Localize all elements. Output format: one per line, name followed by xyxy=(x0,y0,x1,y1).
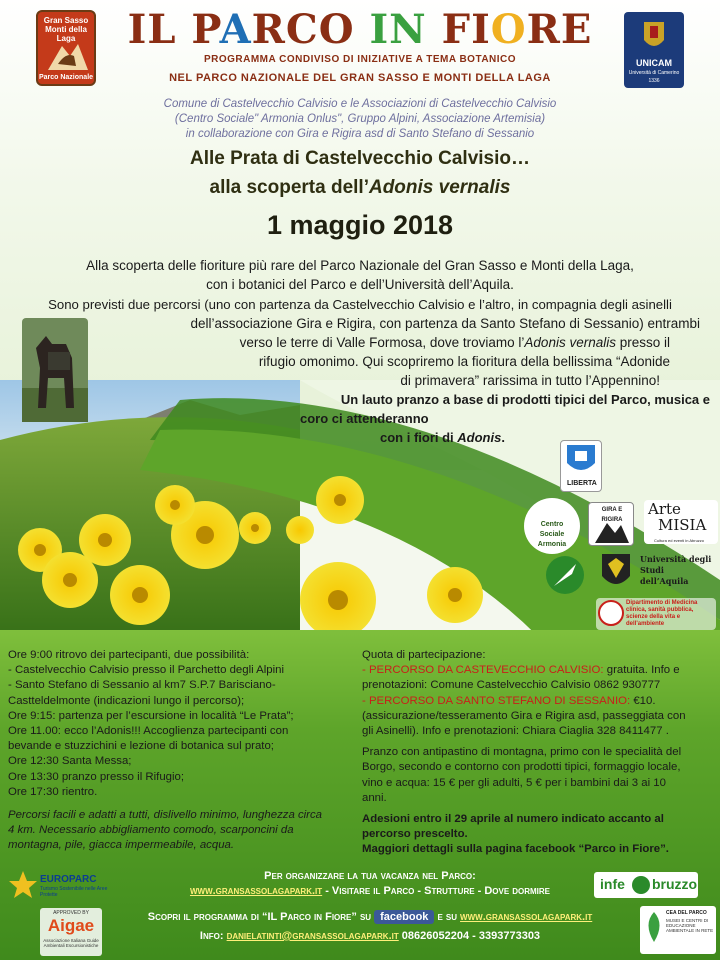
program-line: - Santo Stefano di Sessanio al km7 S.P.7 Barisciano- xyxy=(8,679,276,692)
park-logo-text-bottom: Parco Nazionale xyxy=(38,74,94,81)
park-website-link-2[interactable]: www.gransassolagapark.it xyxy=(460,911,593,923)
coat-of-arms-icon xyxy=(561,441,601,477)
intro-p2-line5: di primavera” rarissima in tutto l’Appennino! xyxy=(400,373,660,388)
aigae-logo xyxy=(40,908,102,956)
europarc-logo xyxy=(8,870,118,906)
lunch-line: anni. xyxy=(362,791,387,804)
program-line: Ore 13:30 pranzo presso il Rifugio; xyxy=(8,770,185,783)
email-link[interactable]: danielatinti@gransassolagapark.it xyxy=(226,930,399,942)
event-date: 1 maggio 2018 xyxy=(266,210,454,240)
crest-icon xyxy=(642,18,666,54)
univaq-label: Università degli Studi dell’Aquila xyxy=(640,554,712,586)
promoters-line1: Comune di Castelvecchio Calvisio e le Associazioni di Castelvecchio Calvisio xyxy=(163,98,557,110)
promoters-line3: in collaborazione con Gira e Rigira asd di Santo Stefano di Sessanio xyxy=(185,128,535,140)
quota-route2-info: (assicurazione/tesseramento Gira e Rigira asd, passeggiata con xyxy=(362,709,686,722)
lunch-line: Borgo, secondo e contorno con prodotti tipici, formaggio locale, xyxy=(362,761,681,774)
arte-misia-logo xyxy=(644,500,718,544)
intro-p2-line3: verso le terre di Valle Formosa, dove troviamo l’Adonis vernalis presso il xyxy=(239,335,670,350)
aigae-label: Aigae xyxy=(47,916,95,935)
intro-p2-line1: Sono previsti due percorsi (uno con partenza da Castelvecchio Calvisio e l’altro, in compagnia degli asinelli xyxy=(48,297,672,312)
park-logo xyxy=(36,10,96,86)
participation-fees xyxy=(362,648,714,858)
star-icon xyxy=(8,870,38,900)
cea-label: CEA DEL PARCO xyxy=(666,910,707,916)
misia-sub: Cultura ed eventi in Abruzzo xyxy=(654,538,705,543)
infeabruzzo-logo xyxy=(594,872,698,898)
arte-label: Arte xyxy=(648,500,681,518)
unicam-name: UNICAM xyxy=(636,58,672,68)
armonia-label: Centro Sociale Armonia xyxy=(537,521,567,548)
program-schedule xyxy=(8,648,358,854)
footer-visit: www.gransassolagapark.it - Visitare il Parco - Strutture - Dove dormire xyxy=(189,885,551,897)
eagle-icon xyxy=(598,550,634,592)
footer-info: Info: danielatinti@gransassolagapark.it 08626052204 - 3393773303 xyxy=(199,930,541,942)
mountain-icon xyxy=(595,517,629,543)
abruzzo-label: bruzzo xyxy=(652,876,698,892)
program-line: - Castelvecchio Calvisio presso il Parchetto degli Alpini xyxy=(8,664,285,677)
gira-rigira-logo xyxy=(588,502,634,546)
booking-line: Maggiori dettagli sulla pagina facebook “Parco in Fiore”. xyxy=(362,843,669,856)
at-sign-icon xyxy=(632,876,650,894)
page-title: IL PARCO IN FIORE xyxy=(127,6,593,53)
gira-rigira-label: GIRA E RIGIRA xyxy=(601,507,623,523)
liberta-label: LIBERTA xyxy=(567,480,597,487)
aigae-sub: Associazione Italiana Guide Ambientali Escursionistiche xyxy=(43,938,99,948)
facebook-logo[interactable]: facebook xyxy=(374,910,434,924)
program-line: bevande e stuzzichini e lezione di botanica sul prato; xyxy=(8,740,274,753)
quota-route2-info: gli Asinelli). Info e prenotazioni: Chiara Ciaglia 328 8411477 . xyxy=(362,725,669,738)
feather-icon xyxy=(546,556,584,594)
intro-p3-line1: Un lauto pranzo a base di prodotti tipici del Parco, musica e xyxy=(340,392,710,407)
program-subtitle: PROGRAMMA CONDIVISO DI INIZIATIVE A TEMA BOTANICO xyxy=(203,54,517,65)
quota-route1: - PERCORSO DA CASTEVECCHIO CALVISIO: gratuita. Info e xyxy=(362,664,680,677)
program-line: Castteldelmonte (indicazioni lungo il percorso); xyxy=(8,694,245,707)
program-line: Ore 17:30 rientro. xyxy=(8,785,98,798)
event-discovery: alla scoperta dell’Adonis vernalis xyxy=(209,177,511,198)
department-logo xyxy=(596,598,716,630)
footer-vacation: Per organizzare la tua vacanza nel Parco: xyxy=(264,870,476,882)
program-line: Ore 9:15: partenza per l’escursione in località “Le Prata”; xyxy=(8,709,294,722)
unicam-logo xyxy=(624,12,684,88)
quota-route1-info: prenotazioni: Comune Castelvecchio Calvisio 0862 930777 xyxy=(362,679,661,692)
lunch-line: vino e acqua: 15 € per gli adulti, 5 € per i bambini dai 3 ai 10 xyxy=(362,776,666,789)
booking-line: percorso prescelto. xyxy=(362,828,468,841)
aigae-approved: APPROVED BY xyxy=(53,910,89,916)
lunch-line: Pranzo con antipastino di montagna, primo con le specialità del xyxy=(362,746,682,759)
intro-p1-line2: con i botanici del Parco e dell’Università dell’Aquila. xyxy=(206,277,514,292)
univaq-logo xyxy=(598,550,714,596)
europarc-label: EUROPARC xyxy=(40,874,97,885)
cea-sub: MUSEI E CENTRI DI EDUCAZIONE AMBIENTALE IN RETE xyxy=(666,918,714,933)
quota-heading: Quota di partecipazione: xyxy=(362,649,486,661)
notes-line: Percorsi facili e adatti a tutti, dislivello minimo, lunghezza circa xyxy=(8,809,323,822)
cea-logo xyxy=(640,906,716,954)
program-line: Ore 11.00: ecco l’Adonis!!! Accoglienza partecipanti con xyxy=(8,725,289,738)
intro-p2-line4: rifugio omonimo. Qui scopriremo la fioritura della bellissima “Adonide xyxy=(258,354,670,369)
europarc-sub: Turismo Sostenibile nelle Aree Protette xyxy=(40,886,108,898)
misia-label: MISIA xyxy=(658,516,707,534)
infe-label: infe xyxy=(600,876,625,892)
program-line: Ore 9:00 ritrovo dei partecipanti, due possibilità: xyxy=(8,649,250,661)
promoters-line2: (Centro Sociale" Armonia Onlus", Gruppo Alpini, Associazione Artemisia) xyxy=(174,113,546,125)
intro-p3-line3: con i fiori di Adonis. xyxy=(380,430,505,445)
notes-line: montagna, pile, giacca impermeabile, acqua. xyxy=(8,839,235,852)
seal-icon xyxy=(598,600,624,626)
liberta-logo xyxy=(560,440,602,492)
footer-program: Scopri il programma di “IL Parco in Fiore” su facebook e su www.gransassolagapark.it xyxy=(147,911,593,923)
unicam-subname: Università di Camerino xyxy=(628,70,680,76)
park-website-link[interactable]: www.gransassolagapark.it xyxy=(189,885,323,897)
intro-p1-line1: Alla scoperta delle fioriture più rare del Parco Nazionale del Gran Sasso e Monti della Laga, xyxy=(86,258,634,273)
chamois-icon xyxy=(48,36,88,70)
park-logo-text-top: Gran Sasso Monti della Laga xyxy=(43,16,89,43)
event-place: Alle Prata di Castelvecchio Calvisio… xyxy=(189,148,531,169)
department-label: Dipartimento di Medicina clinica, sanità pubblica, scienze della vita e dell'ambiente xyxy=(626,600,698,627)
alpini-logo xyxy=(546,556,584,594)
unicam-year: 1336 xyxy=(648,78,660,84)
notes-line: 4 km. Necessario abbigliamento comodo, scarponcini da xyxy=(8,824,294,837)
intro-p3-line2: coro ci attenderanno xyxy=(300,411,429,426)
armonia-logo xyxy=(524,498,580,554)
intro-p2-line2: dell’associazione Gira e Rigira, con partenza da Santo Stefano di Sessanio) entrambi xyxy=(190,316,700,331)
quota-route2: - PERCORSO DA SANTO STEFANO DI SESSANIO: €10. xyxy=(362,694,656,707)
booking-line: Adesioni entro il 29 aprile al numero indicato accanto al xyxy=(362,813,664,826)
donkey-photo xyxy=(22,318,88,422)
park-subtitle: NEL PARCO NAZIONALE DEL GRAN SASSO E MONTI DELLA LAGA xyxy=(169,72,551,84)
program-line: Ore 12:30 Santa Messa; xyxy=(8,755,132,768)
leaf-icon xyxy=(643,912,665,942)
